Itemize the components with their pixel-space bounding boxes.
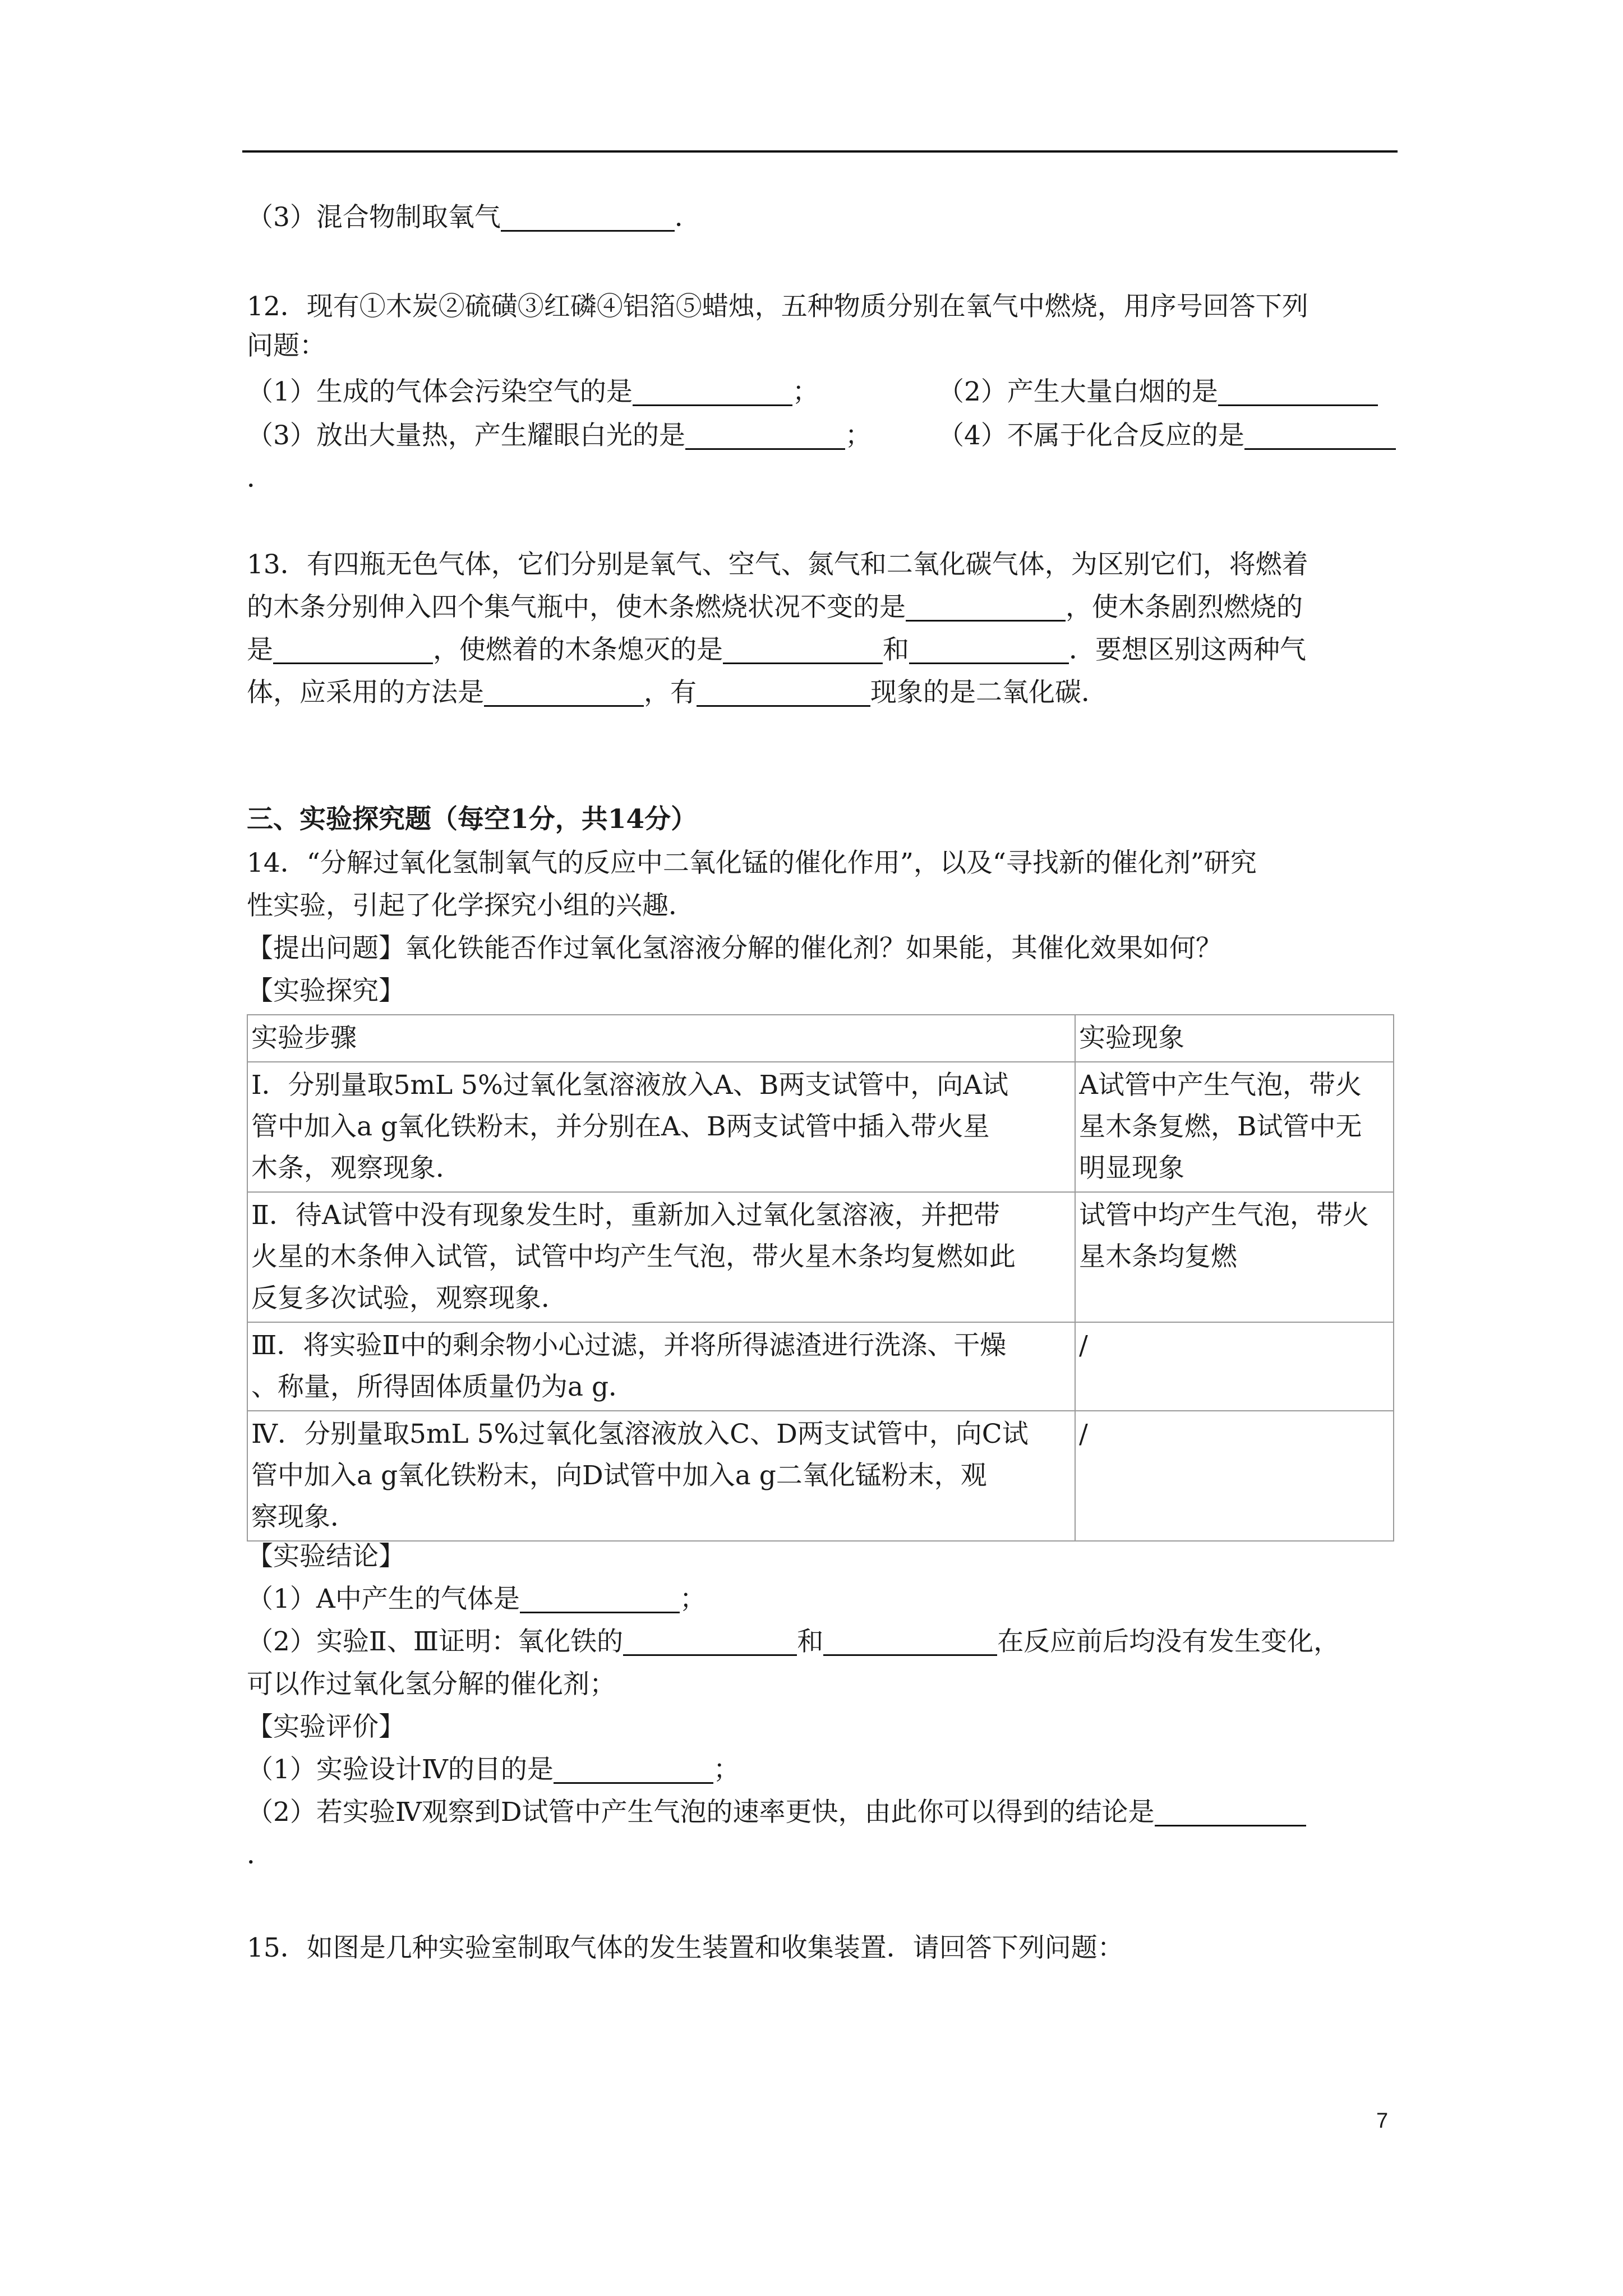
q13-line3 bbox=[247, 633, 1402, 668]
table-row bbox=[247, 1411, 1394, 1541]
step-cell bbox=[247, 1062, 1075, 1192]
table-row bbox=[247, 1192, 1394, 1322]
answer-blank[interactable] bbox=[623, 1627, 797, 1656]
step-cell bbox=[247, 1322, 1075, 1411]
cell-line: / bbox=[1079, 1330, 1088, 1361]
q14-c2-b: 和 bbox=[797, 1626, 824, 1657]
q13-line2-a: 的木条分别伸入四个集气瓶中，使木条燃烧状况不变的是 bbox=[247, 592, 906, 623]
answer-blank[interactable] bbox=[823, 1627, 997, 1656]
answer-blank[interactable] bbox=[909, 636, 1069, 664]
q14-c2-line2: 可以作过氧化氢分解的催化剂； bbox=[247, 1669, 616, 1700]
table-row bbox=[247, 1322, 1394, 1411]
q13-line4-c: 现象的是二氧化碳． bbox=[870, 677, 1108, 708]
cell-line: 管中加入a g氧化铁粉末，向D试管中加入a g二氧化锰粉末，观 bbox=[251, 1460, 987, 1491]
q13-line2-b: ，使木条剧烈燃烧的 bbox=[1066, 592, 1303, 623]
q12-p4 bbox=[938, 418, 1396, 453]
answer-blank[interactable] bbox=[685, 421, 845, 450]
q14-c1-text: （1）A中产生的气体是 bbox=[247, 1584, 520, 1614]
table-row bbox=[247, 1062, 1394, 1192]
result-cell bbox=[1075, 1192, 1394, 1322]
cell-line: A试管中产生气泡，带火 bbox=[1079, 1070, 1362, 1101]
q12-p3-end: ； bbox=[845, 420, 872, 451]
q14-explore-heading: 【实验探究】 bbox=[247, 976, 405, 1006]
q12-p3-text: （3）放出大量热，产生耀眼白光的是 bbox=[247, 420, 685, 451]
q13-line1: 13．有四瓶无色气体，它们分别是氧气、空气、氮气和二氧化碳气体，为区别它们，将燃着 bbox=[247, 549, 1308, 580]
q12-p2 bbox=[938, 375, 1378, 409]
q14-line2: 性实验，引起了化学探究小组的兴趣． bbox=[247, 890, 695, 921]
page-number: 7 bbox=[1376, 2109, 1389, 2133]
q14-e1-end: ； bbox=[713, 1754, 740, 1785]
answer-blank[interactable] bbox=[1218, 378, 1378, 406]
step-cell bbox=[247, 1411, 1075, 1541]
answer-blank[interactable] bbox=[554, 1755, 713, 1784]
header-rule bbox=[242, 150, 1398, 153]
cell-line: Ⅲ．将实验Ⅱ中的剩余物小心过滤，并将所得滤渣进行洗涤、干燥 bbox=[251, 1330, 1007, 1361]
q13-line3-b: ，使燃着的木条熄灭的是 bbox=[433, 634, 723, 665]
answer-blank[interactable] bbox=[697, 678, 870, 707]
section3-title: 三、实验探究题（每空1分，共14分） bbox=[247, 804, 698, 835]
q13-line4-b: ，有 bbox=[644, 677, 697, 708]
q14-c2-c: 在反应前后均没有发生变化， bbox=[997, 1626, 1340, 1657]
q12-p3 bbox=[247, 418, 872, 453]
experiment-table bbox=[247, 1014, 1394, 1542]
q12-p1 bbox=[247, 375, 819, 409]
q14-c1-end: ； bbox=[679, 1584, 706, 1614]
q14-e1 bbox=[247, 1752, 1402, 1787]
answer-blank[interactable] bbox=[723, 636, 883, 664]
cell-line: 木条，观察现象． bbox=[251, 1153, 462, 1184]
cell-line: 明显现象 bbox=[1079, 1153, 1184, 1184]
q11-part3-text: （3）混合物制取氧气 bbox=[247, 202, 501, 233]
q14-conclusion-heading: 【实验结论】 bbox=[247, 1541, 405, 1572]
q13-line4-a: 体，应采用的方法是 bbox=[247, 677, 484, 708]
q13-line3-d: ．要想区别这两种气 bbox=[1069, 634, 1306, 665]
answer-blank[interactable] bbox=[633, 378, 792, 406]
q13-line3-c: 和 bbox=[883, 634, 909, 665]
answer-blank[interactable] bbox=[1244, 421, 1396, 450]
q11-part3 bbox=[247, 200, 1402, 235]
q14-c2 bbox=[247, 1625, 1402, 1659]
q12-end: ． bbox=[247, 463, 273, 494]
q14-eval-heading: 【实验评价】 bbox=[247, 1711, 405, 1742]
q14-c1 bbox=[247, 1582, 1402, 1617]
cell-line: 管中加入a g氧化铁粉末，并分别在A、B两支试管中插入带火星 bbox=[251, 1111, 990, 1142]
result-cell bbox=[1075, 1411, 1394, 1541]
q12-p1-end: ； bbox=[792, 376, 819, 407]
header-step: 实验步骤 bbox=[247, 1015, 1075, 1062]
q11-end: ． bbox=[674, 202, 701, 233]
q15-line1: 15．如图是几种实验室制取气体的发生装置和收集装置．请回答下列问题： bbox=[247, 1932, 1124, 1963]
step-cell bbox=[247, 1192, 1075, 1322]
cell-line: Ⅱ．待A试管中没有现象发生时，重新加入过氧化氢溶液，并把带 bbox=[251, 1200, 1000, 1231]
answer-blank[interactable] bbox=[484, 678, 644, 707]
result-cell bbox=[1075, 1322, 1394, 1411]
q13-line3-a: 是 bbox=[247, 634, 273, 665]
q12-p1-text: （1）生成的气体会污染空气的是 bbox=[247, 376, 633, 407]
q13-line2 bbox=[247, 590, 1402, 625]
cell-line: 试管中均产生气泡，带火 bbox=[1079, 1200, 1369, 1231]
q12-line1: 12．现有①木炭②硫磺③红磷④铝箔⑤蜡烛，五种物质分别在氧气中燃烧，用序号回答下列 bbox=[247, 291, 1308, 322]
answer-blank[interactable] bbox=[1155, 1798, 1306, 1826]
cell-line: Ⅰ．分别量取5mL 5%过氧化氢溶液放入A、B两支试管中，向A试 bbox=[251, 1070, 1009, 1101]
answer-blank[interactable] bbox=[273, 636, 433, 664]
q14-e2 bbox=[247, 1795, 1402, 1830]
cell-line: / bbox=[1079, 1419, 1088, 1450]
q14-e1-text: （1）实验设计Ⅳ的目的是 bbox=[247, 1754, 554, 1785]
q14-line1: 14．“分解过氧化氢制氧气的反应中二氧化锰的催化作用”，以及“寻找新的催化剂”研究 bbox=[247, 848, 1257, 878]
table-header-row bbox=[247, 1015, 1394, 1062]
cell-line: 星木条复燃，B试管中无 bbox=[1079, 1111, 1362, 1142]
header-result: 实验现象 bbox=[1075, 1015, 1394, 1062]
q14-e2-text: （2）若实验Ⅳ观察到D试管中产生气泡的速率更快，由此你可以得到的结论是 bbox=[247, 1797, 1155, 1828]
cell-line: 、称量，所得固体质量仍为a g． bbox=[251, 1372, 635, 1402]
answer-blank[interactable] bbox=[906, 593, 1066, 622]
cell-line: 星木条均复燃 bbox=[1079, 1241, 1237, 1272]
cell-line: Ⅳ．分别量取5mL 5%过氧化氢溶液放入C、D两支试管中，向C试 bbox=[251, 1419, 1029, 1450]
q14-c2-a: （2）实验Ⅱ、Ⅲ证明：氧化铁的 bbox=[247, 1626, 624, 1657]
answer-blank[interactable] bbox=[501, 203, 675, 232]
q12-p2-text: （2）产生大量白烟的是 bbox=[938, 376, 1218, 407]
answer-blank[interactable] bbox=[520, 1585, 680, 1613]
result-cell bbox=[1075, 1062, 1394, 1192]
q12-p4-text: （4）不属于化合反应的是 bbox=[938, 420, 1244, 451]
q14-question: 【提出问题】氧化铁能否作过氧化氢溶液分解的催化剂？如果能，其催化效果如何？ bbox=[247, 933, 1222, 964]
cell-line: 火星的木条伸入试管，试管中均产生气泡，带火星木条均复燃如此 bbox=[251, 1241, 1016, 1272]
cell-line: 察现象． bbox=[251, 1502, 357, 1533]
q14-end: ． bbox=[247, 1839, 273, 1870]
q13-line4 bbox=[247, 675, 1402, 710]
q12-line2: 问题： bbox=[247, 330, 326, 361]
cell-line: 反复多次试验，观察现象． bbox=[251, 1283, 568, 1314]
